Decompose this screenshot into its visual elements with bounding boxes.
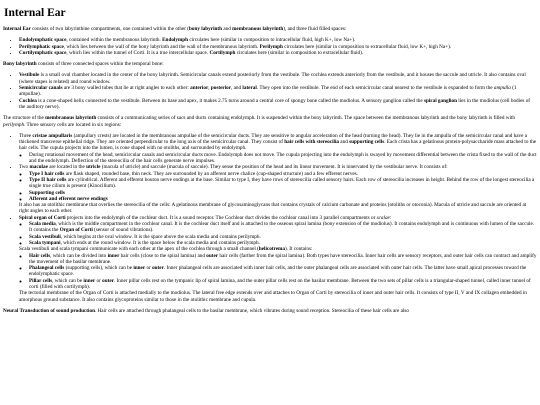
term: Type II hair cells (29, 176, 67, 183)
term: outer (152, 265, 164, 272)
page-title: Internal Ear (4, 7, 66, 19)
bony-list (3, 72, 537, 110)
text: are 3 bony walled tubes that lie at right angles to each other: (62, 85, 191, 92)
text: , which can be divided into (50, 252, 108, 259)
term: Scala media (29, 221, 56, 228)
term: membranous labyrinth (45, 115, 97, 122)
text: . Inner phalangeal cells are associated with inner hair cells, and the outer phalangeal cells are associated with outer hair cells. The latter have small apical processes toward the endolymphatic space. (29, 265, 527, 278)
text: are located in the (47, 164, 87, 171)
list-item (29, 265, 537, 278)
neural-transduction-paragraph (3, 308, 537, 314)
term: lateral (242, 85, 257, 92)
membranous-paragraph (3, 115, 537, 128)
text: (sensor of sound vibrations). (92, 227, 154, 234)
text: are flask shaped, rounded base, thin neck. They are surrounded by an afferent nerve chalice (cup-shaped structure) and a few efferent nerves. (64, 170, 358, 177)
term: perilymph (3, 121, 25, 128)
term: helicotrema (258, 246, 285, 253)
list-item (19, 85, 537, 98)
sub-list (19, 221, 537, 246)
term: Cortilymph (209, 49, 236, 56)
text: : (389, 214, 392, 221)
intro-membranous: membranous labyrinth (232, 26, 284, 32)
term: Bony labyrinth (3, 61, 37, 68)
text: (macula of utricle) and saccule (macula of saccule). They sense the position of the head and its linear movement. It is innervated by the vestibular nerve. It consists of: (100, 164, 448, 171)
text: circulates here (similar in composition to extracellular fluid, low K+, high Na+). (282, 43, 452, 50)
bony-labyrinth-paragraph (3, 61, 537, 67)
intro-term: Internal Ear (3, 26, 31, 32)
term: Spiral organ of Corti (19, 214, 66, 221)
text: are cylindrical. Afferent and efferent bouton nerve endings at the base. Similar to type I, they have rows of stereocilia called sensory hairs. Each row of stereocilia increases in height. Behind the row of the longest stereocilia a single true cilium is present (Kinocilium). (29, 176, 535, 190)
text: hair cells (farther from the spiral lamina). Both types have stereocilia. Inner hair cells are sensory receptors, and outer hair cells can contract and amplify the movement of the basilar membrane. (29, 252, 537, 265)
term: Afferent and efferent nerve endings (29, 195, 108, 202)
term: Supporting cells (29, 189, 65, 196)
text: (supporting cells), which can be (64, 265, 134, 272)
text: is a small oval chamber located in the center of the bony labyrinth. Semicircular canals extend posteriorly from the vestibule. The cochlea extends anteriorly from the vestibule, and it houses the saccule and utricle. It also contains oval (where stapes is related) and round window. (19, 72, 526, 85)
text: is a cone-shaped helix connected to the vestibule. Between its base and apex, it makes 2.75 turns around a central core of spongy bone called the modiolus. A sensory ganglion called the (36, 97, 424, 104)
text: Scala vestibuli and scala tympani communicate with each other at the apex of the cochlea through a small channel ( (19, 246, 259, 253)
text: , contained within the membranous labyrinth. (66, 37, 163, 44)
term: Hair cells (29, 252, 51, 259)
term: scalae (376, 214, 390, 221)
text: lies in the modiolus (cell bodies of the auditory nerve). (19, 97, 531, 110)
text: , which ends at the round window. It is the space below the scala media and contains perilymph. (60, 239, 260, 246)
list-item (19, 98, 537, 111)
text: , (208, 85, 211, 92)
term: outer (102, 277, 114, 284)
text: projects into the endolymph of the cochlear duct. It is a sound receptor. The Cochlear duct divides the cochlear canal into 3 parallel compartments or (65, 214, 377, 221)
term: Scala vestibuli (29, 233, 61, 240)
text: , which lies between the wall of the bony labyrinth and the wall of the membranous labyrinth. (63, 43, 260, 50)
intro-paragraph (3, 26, 537, 32)
text: (ampullary crests) are located in the membranous ampullae of the semicircular ducts. They are sensitive to angular acceleration of the head (turning the head). They lie in the ampulla of the semicircular canal and have a thickened transverse epithelial ridge. They are oriented perpendicular to the long axis of the semicircular canal. They consist of (19, 132, 528, 146)
term: cristae ampullaris (32, 132, 73, 139)
term: hair cells with stereocilia (284, 139, 339, 146)
text: Three (19, 132, 33, 139)
list-item: ◦ During rotational movement of the head, semicircular canals and semicircular ducts move. Endolymph does not move. The cupula projecting into the endolymph is swayed by movement differential between the crista fixed to the wall of the duct and the endolymph. Deflection of the stereocilia of the hair cells generate nerve impulses. (29, 152, 537, 165)
term: spiral ganglion (423, 97, 457, 104)
text: consists of three connected spaces within the temporal bone: (36, 61, 164, 68)
term: Type I hair cells (29, 170, 65, 177)
text: The structure of the (3, 115, 46, 122)
term: Endolymphatic space (19, 37, 67, 44)
sub-list (19, 171, 537, 202)
text: (1 ampullae). (19, 85, 517, 98)
text: consists of a communicating series of sacs and ducts containing endolymph. It is suspended within the bony labyrinth. The space between the membranous labyrinth and the bony labyrinth is filled with (96, 115, 515, 122)
text: The tectorial membrane of the Organ of Corti is attached medially to the modiolus. The lateral free edge extends over and attaches to Organ of Corti by stereocilia of inner and outer hair cells. It consists of type II, V and IX collagen embedded in amorphous ground substance. It also contains glycoproteins similar to those in the otolithic membrane and cupula. (19, 290, 527, 303)
term: Perilymphatic space (19, 43, 64, 50)
term: Cochlea (19, 97, 37, 104)
sub-list (19, 152, 537, 165)
text: , which is the middle compartment in the cochlear canal. It is the cochlear duct itself and is attached to the osseous spiral lamina (bony extension of the modiolus). It contains endolymph and is continuous with lumen of the saccule. It contains the (29, 221, 535, 234)
text: . Hair cells are attached through phalangeal cells to the basilar membrane, which vibrates during sound reception. Stereocilia of these hair cells are also (94, 307, 409, 314)
list-item (19, 164, 537, 214)
list-item (19, 72, 537, 85)
list-item (19, 133, 537, 164)
term: inner (107, 252, 120, 259)
term: inner (133, 265, 146, 272)
text: It also has an otolithic membrane that overlies the stereocilia of the cells: A gelatinous membrane of glycosaminoglycans that contains crystals of calcium carbonate and proteins (otoliths or otoconia). Macula of utricle and saccule are oriented at right angles to each other. (19, 202, 527, 215)
text: , which can be (52, 277, 84, 284)
term: Neural Transduction of sound production (3, 307, 95, 314)
text: circulates here (similar in composition to intracellular fluid, high K+, low Na+). (188, 37, 356, 44)
term: Vestibule (19, 72, 40, 79)
text: . Inner pillar cells rest on the tympanic lip of spiral lamina, and the outer pillar cells rest on the basilar membrane. Between the two sets of pillar cells is a triangular-shaped tunnel, called inner tunnel of corti (filled with cortilymph). (29, 277, 531, 290)
term: Organ of Corti (59, 227, 93, 234)
term: utricle (86, 164, 101, 171)
list-item (19, 215, 537, 303)
term: Pillar cells (29, 277, 53, 284)
text: or (95, 277, 103, 284)
text: , which lies within the tunnel of Corti. It is a true intercellular space. (66, 49, 210, 56)
term: Cortilymphatic space (19, 49, 67, 56)
list-item (19, 50, 537, 56)
text: , which begins at the oval window. It is the space above the scala media and contains perilymph. (60, 233, 261, 240)
text: . Three sensory cells are located in six regions: (24, 121, 122, 128)
text: and (339, 139, 350, 146)
fluid-spaces-list (3, 37, 537, 56)
term: anterior (190, 85, 209, 92)
term: Endolymph (162, 37, 189, 44)
list-item (29, 278, 537, 291)
term: outer (206, 252, 219, 259)
text: . They open into the vestibule. The end of each semicircular canal nearest to the vestibule is expanded to form the (256, 85, 494, 92)
text: Two (19, 164, 30, 171)
term: posterior (210, 85, 232, 92)
term: maculae (29, 164, 48, 171)
term: supporting cells (349, 139, 385, 146)
text: hair cells (close to the spiral lamina) and (119, 252, 207, 259)
text: circulates here (similar in composition to extracellular fluid). (235, 49, 364, 56)
term: Semicircular canals (19, 85, 63, 92)
text: or (145, 265, 153, 272)
list-item (29, 253, 537, 266)
sensory-regions-list (3, 133, 537, 303)
intro-and: and (222, 26, 233, 32)
sub-list (19, 253, 537, 291)
text: , and (231, 85, 243, 92)
text: . Each crista has a gelatinous protein-polysaccharide mass attached to the hair cells. The cupula projects into the lumen, is cone shaped with no otoliths, and surrounded by endolymph. (19, 139, 537, 152)
intro-end: ), and three fluid filled spaces: (283, 26, 347, 32)
term: Scala tympani (29, 239, 61, 246)
intro-text: consists of two labyrinthine compartments, one contained within the other ( (30, 26, 189, 32)
list-item (29, 221, 537, 234)
term: Perilymph (259, 43, 283, 50)
term: inner (83, 277, 96, 284)
text: ). It contains: (284, 246, 313, 253)
term: ampulla (493, 85, 511, 92)
term: Phalangeal cells (29, 265, 65, 272)
intro-bony: bony labyrinth (189, 26, 223, 32)
list-item (29, 177, 537, 190)
